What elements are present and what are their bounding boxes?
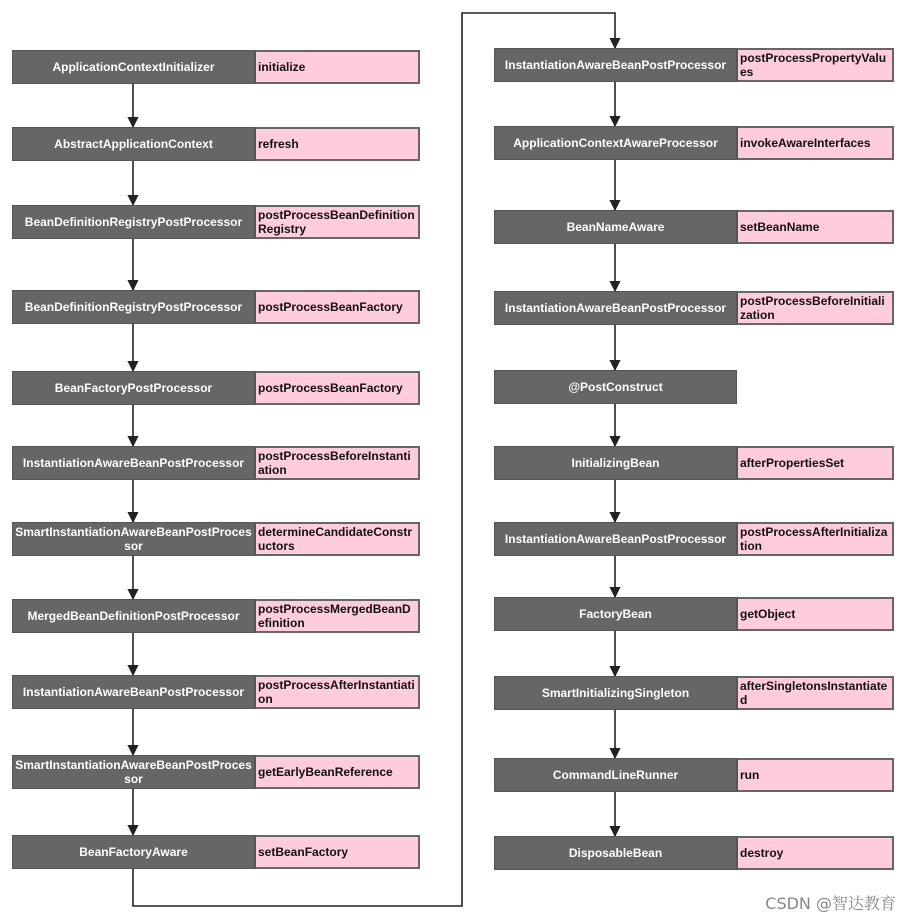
class-name: ApplicationContextAwareProcessor [494,126,737,160]
flow-step-left-8 [12,599,420,633]
class-name: BeanDefinitionRegistryPostProcessor [12,205,255,239]
flow-step-right-7 [494,522,894,556]
flow-step-right-5 [494,370,737,404]
method-name: postProcessBeforeInstantiation [255,446,420,480]
class-name: @PostConstruct [494,370,737,404]
class-name: SmartInstantiationAwareBeanPostProcessor [12,522,255,556]
class-name: AbstractApplicationContext [12,127,255,161]
method-name: postProcessMergedBeanDefinition [255,599,420,633]
method-name: postProcessBeanDefinitionRegistry [255,205,420,239]
method-name: setBeanFactory [255,835,420,869]
class-name: BeanNameAware [494,210,737,244]
method-name: postProcessBeforeInitialization [737,291,894,325]
method-name: invokeAwareInterfaces [737,126,894,160]
class-name: ApplicationContextInitializer [12,50,255,84]
class-name: SmartInstantiationAwareBeanPostProcessor [12,755,255,789]
method-name: afterSingletonsInstantiated [737,676,894,710]
flow-step-right-1 [494,48,894,82]
flow-step-left-7 [12,522,420,556]
method-name: getObject [737,597,894,631]
method-name: refresh [255,127,420,161]
class-name: BeanFactoryAware [12,835,255,869]
class-name: DisposableBean [494,836,737,870]
class-name: FactoryBean [494,597,737,631]
class-name: InstantiationAwareBeanPostProcessor [494,522,737,556]
class-name: BeanFactoryPostProcessor [12,371,255,405]
flow-step-right-6 [494,446,894,480]
flow-step-left-11 [12,835,420,869]
method-name: setBeanName [737,210,894,244]
method-name: postProcessAfterInitialization [737,522,894,556]
method-name: run [737,758,894,792]
method-name: getEarlyBeanReference [255,755,420,789]
method-name: postProcessAfterInstantiation [255,675,420,709]
class-name: InstantiationAwareBeanPostProcessor [12,446,255,480]
watermark: CSDN @智达教育⁠ [765,894,896,913]
class-name: InstantiationAwareBeanPostProcessor [494,48,737,82]
class-name: SmartInitializingSingleton [494,676,737,710]
flow-step-right-8 [494,597,894,631]
class-name: InitializingBean [494,446,737,480]
flow-step-left-4 [12,290,420,324]
flow-step-right-3 [494,210,894,244]
flow-step-left-1 [12,50,420,84]
class-name: MergedBeanDefinitionPostProcessor [12,599,255,633]
method-name: destroy [737,836,894,870]
class-name: CommandLineRunner [494,758,737,792]
method-name: postProcessPropertyValues [737,48,894,82]
flow-step-left-5 [12,371,420,405]
flow-step-left-3 [12,205,420,239]
class-name: InstantiationAwareBeanPostProcessor [12,675,255,709]
method-name: determineCandidateConstructors [255,522,420,556]
method-name: initialize [255,50,420,84]
method-name: postProcessBeanFactory [255,290,420,324]
flow-step-left-9 [12,675,420,709]
flow-step-left-2 [12,127,420,161]
flow-step-right-9 [494,676,894,710]
flow-step-left-6 [12,446,420,480]
flow-step-left-10 [12,755,420,789]
flow-step-right-11 [494,836,894,870]
class-name: BeanDefinitionRegistryPostProcessor [12,290,255,324]
class-name: InstantiationAwareBeanPostProcessor [494,291,737,325]
method-name: afterPropertiesSet [737,446,894,480]
flow-step-right-10 [494,758,894,792]
flow-step-right-2 [494,126,894,160]
flow-step-right-4 [494,291,894,325]
method-name: postProcessBeanFactory [255,371,420,405]
